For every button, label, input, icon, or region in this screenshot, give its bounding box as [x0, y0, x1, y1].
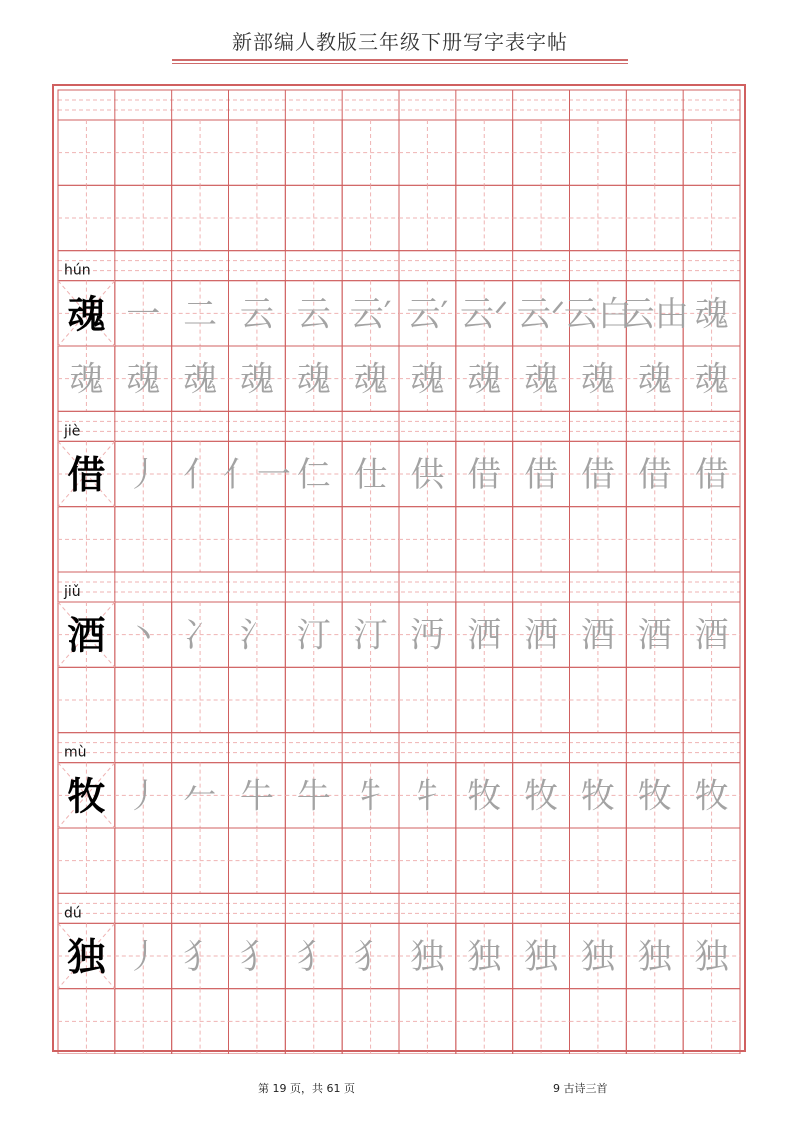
stroke-step: 汀 [353, 615, 388, 656]
model-character: 魂 [67, 291, 106, 337]
stroke-step: 犭 [296, 937, 331, 977]
stroke-step: 借 [524, 455, 559, 495]
stroke-step: 独 [524, 937, 559, 977]
stroke-step: 牧 [580, 776, 615, 817]
stroke-step: 牛 [296, 776, 331, 817]
trace-character: 魂 [637, 359, 672, 400]
stroke-step: 犭 [353, 937, 388, 977]
stroke-step: 酒 [694, 615, 729, 656]
stroke-step: 云′ [349, 294, 392, 335]
practice-grid [54, 86, 748, 1054]
trace-character: 魂 [126, 359, 161, 400]
trace-character: 魂 [353, 359, 388, 400]
stroke-step: 丿 [126, 937, 161, 977]
stroke-step: 犭 [183, 937, 218, 977]
pinyin-label: hún [64, 262, 91, 279]
page-number: 第 19 页，共 61 页 [258, 1082, 355, 1095]
stroke-step: 二 [183, 294, 218, 335]
stroke-step: 借 [694, 455, 729, 495]
stroke-step: 云白 [563, 294, 632, 335]
practice-sheet [52, 84, 746, 1052]
stroke-step: 云 [296, 294, 331, 335]
stroke-step: 沔 [410, 615, 445, 656]
stroke-step: 牛 [239, 776, 274, 817]
stroke-step: 独 [580, 937, 615, 977]
title-underline [172, 59, 628, 61]
title-underline-thin [172, 63, 628, 64]
stroke-step: 𠂉 [183, 776, 218, 817]
stroke-step: 洒 [467, 615, 502, 656]
stroke-step: 牜 [410, 776, 445, 817]
page-title: 新部编人教版三年级下册写字表字帖 [232, 30, 568, 54]
trace-character: 魂 [69, 359, 104, 400]
stroke-step: 牧 [524, 776, 559, 817]
lesson-name: 9 古诗三首 [553, 1082, 608, 1095]
stroke-step: 丿 [126, 455, 161, 495]
pinyin-label: jiǔ [64, 584, 81, 600]
stroke-step: 独 [467, 937, 502, 977]
model-character: 酒 [67, 612, 106, 658]
trace-character: 魂 [239, 359, 274, 400]
stroke-step: 供 [410, 455, 445, 495]
trace-character: 魂 [410, 359, 445, 400]
stroke-step: 独 [694, 937, 729, 977]
stroke-step: 氵 [239, 615, 274, 656]
stroke-step: 犭 [239, 937, 274, 977]
stroke-step: 牧 [694, 776, 729, 817]
stroke-step: 冫 [183, 615, 218, 656]
model-character: 独 [67, 934, 106, 979]
stroke-step: 仁 [296, 455, 331, 495]
trace-character: 魂 [694, 359, 729, 400]
stroke-step: 仕 [353, 455, 388, 495]
stroke-step: 云′ [406, 294, 449, 335]
stroke-step: 云ᐟ [516, 294, 566, 335]
stroke-step: 丿 [126, 776, 161, 817]
stroke-step: 云由 [620, 294, 689, 335]
stroke-step: 汀 [296, 615, 331, 656]
model-character: 借 [67, 452, 106, 497]
stroke-step: 牧 [637, 776, 672, 817]
model-character: 牧 [67, 773, 106, 819]
trace-character: 魂 [524, 359, 559, 400]
stroke-step: 亻一 [222, 455, 291, 495]
trace-character: 魂 [296, 359, 331, 400]
stroke-step: 牧 [467, 776, 502, 817]
stroke-step: 独 [410, 937, 445, 977]
stroke-step: 牜 [353, 776, 388, 817]
stroke-step: 借 [467, 455, 502, 495]
pinyin-label: mù [64, 744, 87, 761]
stroke-step: 独 [637, 937, 672, 977]
stroke-step: 洒 [524, 615, 559, 656]
trace-character: 魂 [183, 359, 218, 400]
stroke-step: 魂 [694, 294, 729, 335]
pinyin-label: dú [64, 905, 82, 922]
stroke-step: 一 [126, 294, 161, 335]
stroke-step: 云 [239, 294, 274, 335]
stroke-step: 酒 [637, 615, 672, 656]
stroke-step: 云ᐟ [460, 294, 509, 335]
trace-character: 魂 [580, 359, 615, 400]
stroke-step: 丶 [126, 615, 161, 656]
pinyin-label: jiè [64, 423, 81, 440]
stroke-step: 亻 [183, 455, 218, 495]
stroke-step: 借 [580, 455, 615, 495]
stroke-step: 酒 [580, 615, 615, 656]
stroke-step: 借 [637, 455, 672, 495]
trace-character: 魂 [467, 359, 502, 400]
